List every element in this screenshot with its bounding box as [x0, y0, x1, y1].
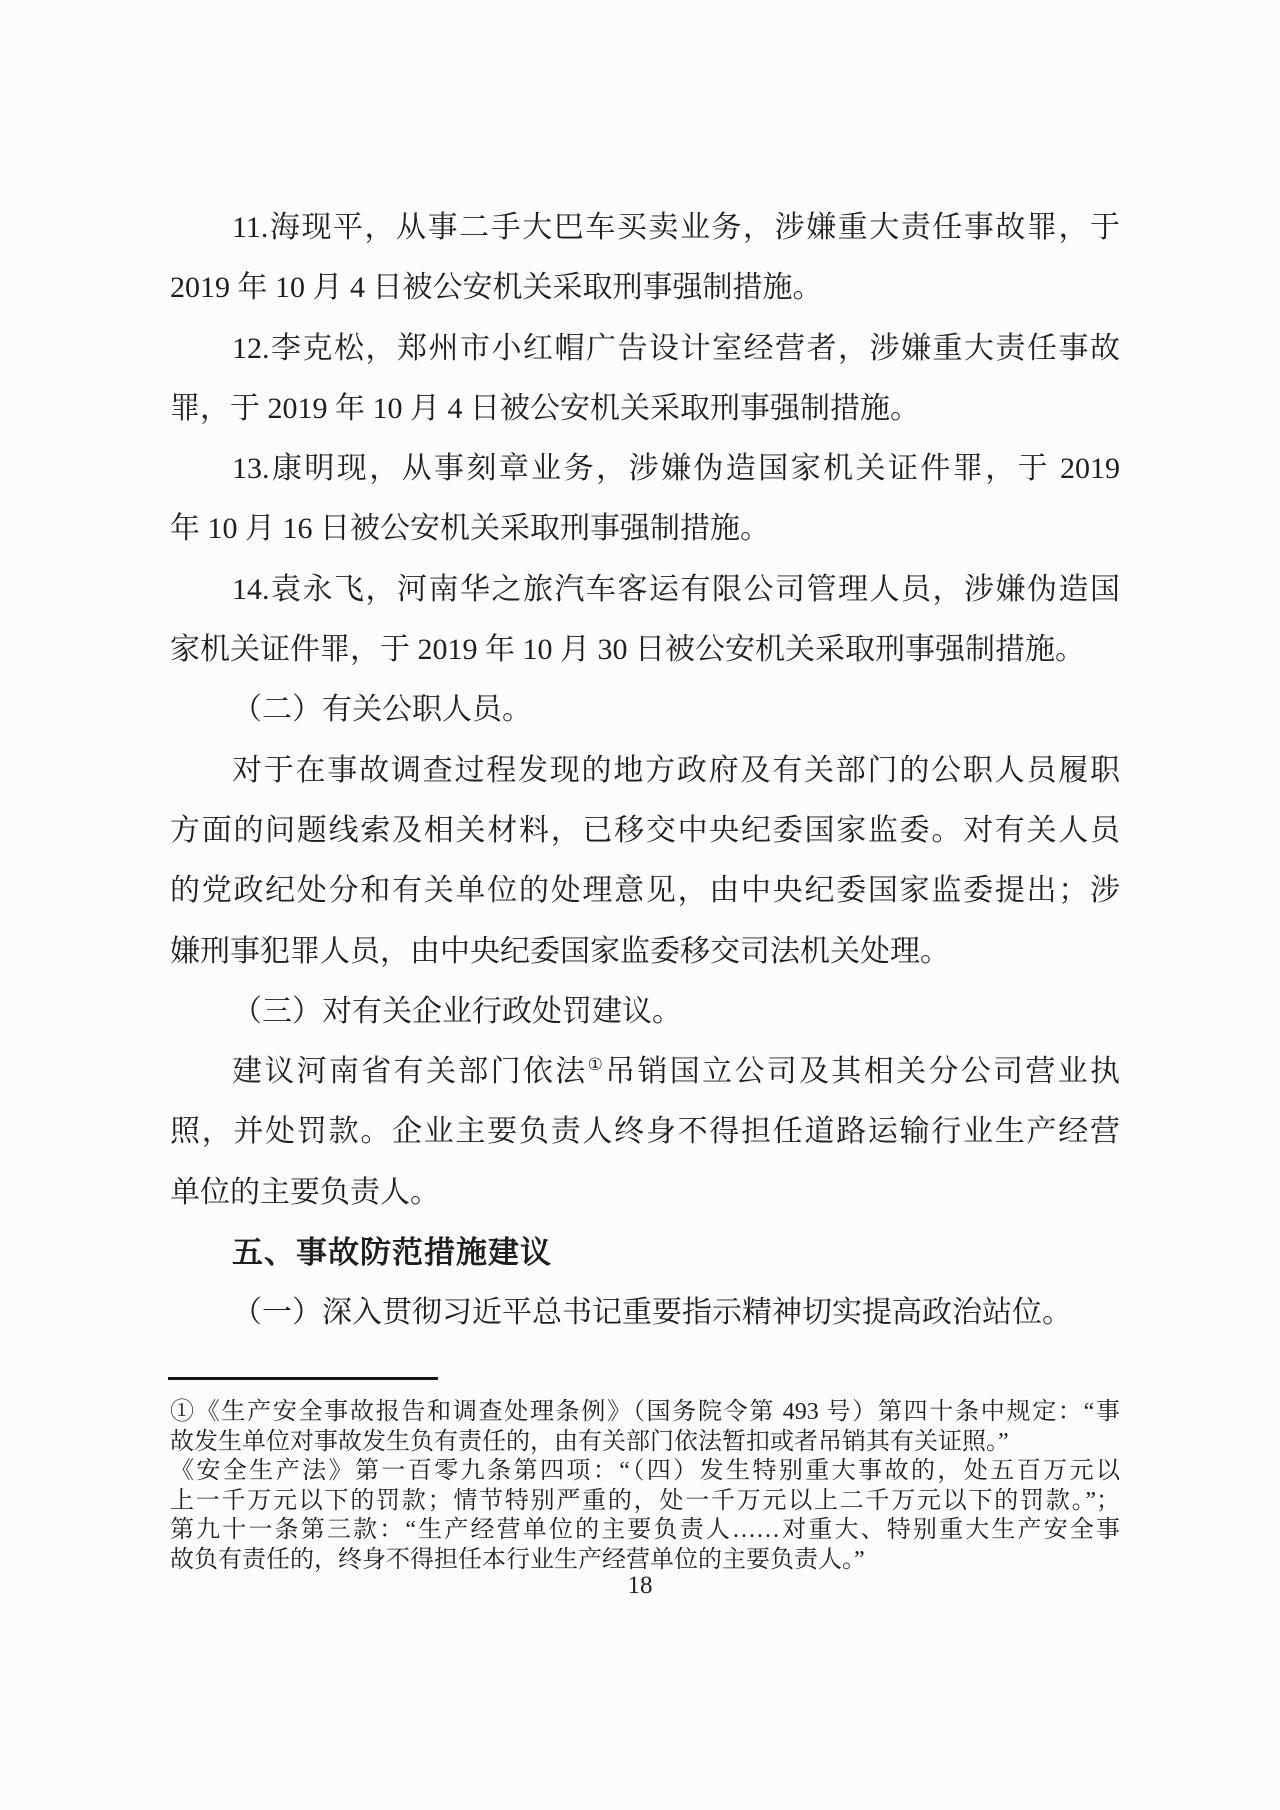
footnote-line	[170, 1398, 1120, 1428]
text-segment: 11.海现平，从事二手大巴车买卖业务，涉嫌重大责任事故罪，于	[232, 211, 1120, 244]
body-line	[170, 620, 1120, 680]
text-segment: （三）对有关企业行政处罚建议。	[232, 994, 682, 1028]
text-segment: 13.康明现，从事刻章业务，涉嫌伪造国家机关证件罪，于 2019	[232, 452, 1120, 486]
footnote-line	[170, 1546, 1120, 1576]
text-segment: 方面的问题线索及相关材料，已移交中央纪委国家监委。对有关人员	[170, 813, 1120, 847]
footnote-block	[170, 1398, 1120, 1575]
body-line	[170, 1102, 1120, 1162]
text-segment: 故负有责任的，终身不得担任本行业生产经营单位的主要负责人。”	[170, 1546, 865, 1573]
section-heading-line	[170, 1223, 1120, 1283]
body-text-block	[170, 198, 1120, 1344]
body-line	[170, 1042, 1120, 1102]
text-segment: 单位的主要负责人。	[170, 1175, 440, 1209]
text-segment: 家机关证件罪，于 2019 年 10 月 30 日被公安机关采取刑事强制措施。	[170, 633, 1085, 667]
text-segment: 罪，于 2019 年 10 月 4 日被公安机关采取刑事强制措施。	[170, 391, 920, 425]
body-line	[170, 198, 1120, 258]
body-line	[170, 922, 1120, 982]
footnote-line	[170, 1516, 1120, 1546]
footnote-separator	[168, 1377, 438, 1380]
text-segment: 吊销国立公司及其相关分公司营业执	[605, 1055, 1121, 1089]
body-line	[170, 379, 1120, 439]
text-segment: 14.袁永飞，河南华之旅汽车客运有限公司管理人员，涉嫌伪造国	[232, 572, 1120, 606]
text-segment: 嫌刑事犯罪人员，由中央纪委国家监委移交司法机关处理。	[170, 934, 950, 968]
body-line	[170, 439, 1120, 499]
text-segment: 五、事故防范措施建议	[232, 1235, 552, 1271]
text-segment: 12.李克松，郑州市小红帽广告设计室经营者，涉嫌重大责任事故	[232, 331, 1120, 365]
body-line	[170, 258, 1120, 318]
text-segment: 故发生单位对事故发生负有责任的，由有关部门依法暂扣或者吊销其有关证照。”	[170, 1428, 1009, 1455]
text-segment: （二）有关公职人员。	[232, 693, 532, 727]
body-line	[170, 801, 1120, 861]
subsection-heading-line	[170, 1283, 1120, 1343]
text-segment: （一）深入贯彻习近平总书记重要指示精神切实提高政治站位。	[232, 1296, 1072, 1330]
text-segment: 第九十一条第三款：“生产经营单位的主要负责人……对重大、特别重大生产安全事	[170, 1517, 1120, 1543]
body-line	[170, 560, 1120, 620]
body-line	[170, 499, 1120, 559]
text-segment: 建议河南省有关部门依法	[232, 1055, 588, 1089]
text-segment: 照，并处罚款。企业主要负责人终身不得担任道路运输行业生产经营	[170, 1115, 1120, 1149]
body-line	[170, 741, 1120, 801]
text-segment: 年 10 月 16 日被公安机关采取刑事强制措施。	[170, 512, 770, 546]
footnote-ref-mark: ①	[587, 1055, 606, 1075]
subsection-heading-line	[170, 680, 1120, 740]
body-line	[170, 1163, 1120, 1223]
body-line	[170, 861, 1120, 921]
text-segment: 《安全生产法》第一百零九条第四项：“（四）发生特别重大事故的，处五百万元以	[170, 1458, 1120, 1484]
footnote-line	[170, 1457, 1120, 1487]
footnote-line	[170, 1487, 1120, 1517]
text-segment: 上一千万元以下的罚款；情节特别严重的，处一千万元以上二千万元以下的罚款。”；	[170, 1487, 1120, 1514]
text-segment: 对于在事故调查过程发现的地方政府及有关部门的公职人员履职	[232, 753, 1120, 787]
subsection-heading-line	[170, 982, 1120, 1042]
page-number: 18	[627, 1572, 653, 1599]
footnote-line	[170, 1428, 1120, 1458]
text-segment: 2019 年 10 月 4 日被公安机关采取刑事强制措施。	[170, 271, 823, 305]
body-line	[170, 319, 1120, 379]
text-segment: ①《生产安全事故报告和调查处理条例》（国务院令第 493 号）第四十条中规定：“事	[170, 1399, 1120, 1425]
text-segment: 的党政纪处分和有关单位的处理意见，由中央纪委国家监委提出；涉	[170, 874, 1120, 908]
